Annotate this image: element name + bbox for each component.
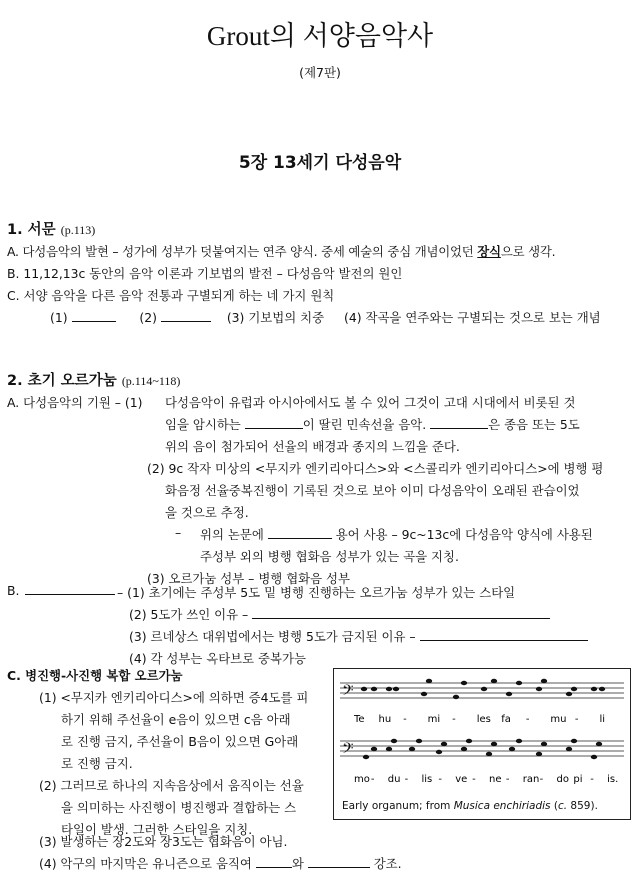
notehead	[566, 692, 572, 696]
s2-b3	[129, 627, 588, 645]
clef-icon: 𝄢	[342, 740, 354, 761]
s2-c4	[39, 854, 402, 872]
lyric-syllable: -	[403, 714, 407, 725]
notehead	[516, 739, 522, 743]
page-title: Grout의 서양음악사	[206, 21, 434, 51]
answer-blank[interactable]	[420, 629, 588, 641]
lyric-syllable: -	[452, 714, 456, 725]
answer-blank[interactable]	[256, 856, 292, 868]
principle-1-label: (1)	[50, 310, 68, 325]
notehead	[541, 742, 547, 746]
s2-a2-line3: 을 것으로 추정.	[165, 505, 249, 520]
notehead	[461, 747, 467, 751]
edition-label: (제7판)	[299, 65, 341, 80]
notehead	[436, 750, 442, 754]
notehead	[596, 742, 602, 746]
lyric-syllable: -	[472, 774, 476, 785]
s2-a-label: A. 다성음악의 기원 – (1)	[7, 395, 143, 410]
section-2-title: 2. 초기 오르가눔	[7, 373, 117, 389]
principle-2-label: (2)	[139, 310, 157, 325]
s2-c4-text: (4) 악구의 마지막은 유니즌으로 움직여	[39, 856, 252, 871]
lyric-syllable: -	[370, 774, 375, 785]
notehead	[466, 739, 472, 743]
notehead	[461, 681, 467, 685]
s2-c1-line1: (1) <무지카 엔키리아디스>에 의하면 증4도를 피	[39, 690, 309, 705]
s2-a1-text: 이 딸린 민속선율 음악.	[302, 417, 427, 432]
s1-item-c: C. 서양 음악을 다른 음악 전통과 구별되게 하는 네 가지 원칙	[7, 288, 335, 303]
section-1-title: 1. 서문	[7, 222, 56, 238]
lyrics-line-2	[354, 774, 618, 785]
s2-a2-line5: 주성부 외의 병행 협화음 성부가 있는 곡을 지칭.	[200, 549, 459, 564]
lyric-syllable: is.	[607, 774, 619, 785]
s2-c4-text: 와	[291, 856, 304, 871]
notehead	[516, 681, 522, 685]
s1-a-emphasis: 장식	[477, 244, 501, 259]
s2-b2	[129, 605, 550, 623]
answer-blank[interactable]	[308, 856, 370, 868]
section-2-page: (p.114~118)	[121, 374, 181, 388]
s2-a1-line2	[165, 415, 580, 433]
answer-blank[interactable]	[252, 607, 550, 619]
staff-2	[340, 740, 624, 761]
caption-title: Musica enchiriadis	[453, 800, 551, 812]
section-2-heading	[7, 369, 180, 390]
lyric-syllable: -	[574, 714, 579, 725]
lyric-syllable: mu	[550, 714, 567, 725]
notehead	[361, 687, 367, 691]
notehead	[391, 739, 397, 743]
lyric-syllable: -	[539, 774, 544, 785]
lyric-syllable: ve	[455, 774, 468, 785]
s2-a2-text: 위의 논문에	[200, 527, 264, 542]
s2-a1-line3: 위의 음이 첨가되어 선율의 배경과 종지의 느낌을 준다.	[165, 439, 460, 454]
s2-a2-line4	[200, 525, 593, 543]
answer-blank[interactable]	[430, 417, 488, 429]
notehead	[571, 687, 577, 691]
s2-c2-line1: (2) 그러므로 하나의 지속음상에서 움직이는 선율	[39, 778, 304, 793]
lyric-syllable: -	[505, 774, 510, 785]
notehead	[486, 752, 492, 756]
chapter-title: 5장 13세기 다성음악	[238, 153, 402, 173]
lyric-syllable: lis	[421, 774, 433, 785]
lyric-syllable: mo	[354, 774, 370, 785]
s2-c2-line2: 을 의미하는 사진행이 병진행과 결합하는 스	[61, 800, 297, 815]
lyric-syllable: -	[590, 774, 594, 785]
s2-c3: (3) 발생하는 장2도와 장3도는 협화음이 아님.	[39, 834, 288, 849]
lyric-syllable: li	[599, 714, 606, 725]
caption-circa: c.	[557, 800, 568, 812]
s2-b2-text: (2) 5도가 쓰인 이유 –	[129, 607, 249, 622]
notehead	[571, 739, 577, 743]
lyric-syllable: Te	[354, 714, 365, 725]
notehead	[591, 755, 597, 759]
lyric-syllable: fa	[501, 714, 511, 725]
s1-c-principles	[50, 308, 601, 326]
caption-text: Early organum; from	[342, 800, 454, 812]
notehead	[426, 679, 432, 683]
lyric-syllable: do	[556, 774, 569, 785]
s2-b3-text: (3) 르네상스 대위법에서는 병행 5도가 금지된 이유 –	[129, 629, 416, 644]
caption-text: (	[550, 800, 558, 812]
notehead	[491, 742, 497, 746]
notehead	[536, 687, 542, 691]
principle-4: (4) 작곡을 연주와는 구별되는 것으로 보는 개념	[344, 310, 601, 325]
s2-c-heading: C. 병진행-사진행 복합 오르가눔	[7, 668, 183, 683]
notehead	[371, 687, 377, 691]
lyric-syllable: -	[438, 774, 442, 785]
notehead	[386, 747, 392, 751]
notehead	[421, 692, 427, 696]
notehead	[566, 747, 572, 751]
lyric-syllable: ne	[489, 774, 502, 785]
notehead	[393, 687, 399, 691]
s2-a1-text: 은 종음 또는 5도	[488, 417, 580, 432]
lyric-syllable: -	[525, 714, 530, 725]
staff-1	[340, 682, 624, 703]
s2-b-label: B.	[7, 583, 20, 598]
lyric-syllable: mi	[427, 714, 441, 725]
s2-c1-line3: 로 진행 금지, 주선율이 B음이 있으면 G아래	[61, 734, 299, 749]
s2-c1-line4: 로 진행 금지.	[61, 756, 133, 771]
notehead	[371, 747, 377, 751]
section-1-heading	[7, 218, 95, 239]
notehead	[386, 687, 392, 691]
notehead	[453, 695, 459, 699]
music-notation-image	[334, 669, 630, 819]
notehead	[491, 679, 497, 683]
answer-blank[interactable]	[25, 583, 115, 595]
principle-3: (3) 기보법의 치중	[226, 310, 325, 325]
s2-a2-line1: (2) 9c 작자 미상의 <무지카 엔키리아디스>와 <스콜리카 엔키리아디스>에 병행 평	[147, 461, 604, 476]
s2-c1-line2: 하기 위해 주선율이 e음이 있으면 c음 아래	[61, 712, 291, 727]
lyric-syllable: hu	[378, 714, 392, 725]
clef-icon: 𝄢	[342, 682, 354, 703]
s2-a2-dash: –	[175, 525, 182, 540]
organum-figure	[333, 668, 631, 820]
lyric-syllable: -	[404, 774, 409, 785]
s2-a3: (3) 오르가눔 성부 – 병행 협화음 성부	[147, 571, 350, 586]
notehead	[441, 742, 447, 746]
caption-text: 859).	[567, 800, 598, 812]
s2-a1-line1: 다성음악이 유럽과 아시아에서도 볼 수 있어 그것이 고대 시대에서 비롯된 것	[165, 395, 576, 410]
notehead	[506, 692, 512, 696]
s1-item-a	[7, 242, 555, 260]
answer-blank[interactable]	[245, 417, 303, 429]
notehead	[409, 747, 415, 751]
notehead	[536, 752, 542, 756]
s2-c4-text: 강조.	[373, 856, 402, 871]
notehead	[481, 687, 487, 691]
s1-a-text-end: 으로 생각.	[500, 244, 556, 259]
notehead	[363, 755, 369, 759]
answer-blank[interactable]	[268, 527, 332, 539]
figure-caption	[342, 800, 598, 812]
notehead	[599, 687, 605, 691]
notehead	[416, 739, 422, 743]
s2-c2-line3: 타일이 발생. 그러한 스타일을 지칭.	[61, 822, 253, 837]
notehead	[591, 687, 597, 691]
s2-a2-text: 용어 사용 – 9c~13c에 다성음악 양식에 사용된	[335, 527, 593, 542]
notehead	[541, 679, 547, 683]
lyric-syllable: les	[476, 714, 491, 725]
notehead	[509, 747, 515, 751]
s2-b1: – (1) 초기에는 주성부 5도 밑 병행 진행하는 오르가눔 성부가 있는 스타일	[117, 585, 516, 600]
answer-blank[interactable]	[72, 310, 116, 322]
s2-a2-line2: 화음정 선율중복진행이 기록된 것으로 보아 이미 다성음악이 오래된 관습이었	[165, 483, 580, 498]
lyric-syllable: pi	[573, 774, 583, 785]
s2-b4: (4) 각 성부는 옥타브로 중복가능	[129, 651, 306, 666]
s1-a-text: A. 다성음악의 발현 – 성가에 성부가 덧붙여지는 연주 양식. 중세 예술의 중심 개념이었던	[7, 244, 478, 259]
section-1-page: (p.113)	[60, 223, 96, 237]
s2-a1-text: 임을 암시하는	[165, 417, 241, 432]
s1-item-b: B. 11,12,13c 동안의 음악 이론과 기보법의 발전 – 다성음악 발전의 원인	[7, 266, 403, 281]
lyrics-line-1	[353, 714, 605, 725]
lyric-syllable: ran	[522, 774, 540, 785]
answer-blank[interactable]	[161, 310, 211, 322]
lyric-syllable: du	[387, 774, 401, 785]
